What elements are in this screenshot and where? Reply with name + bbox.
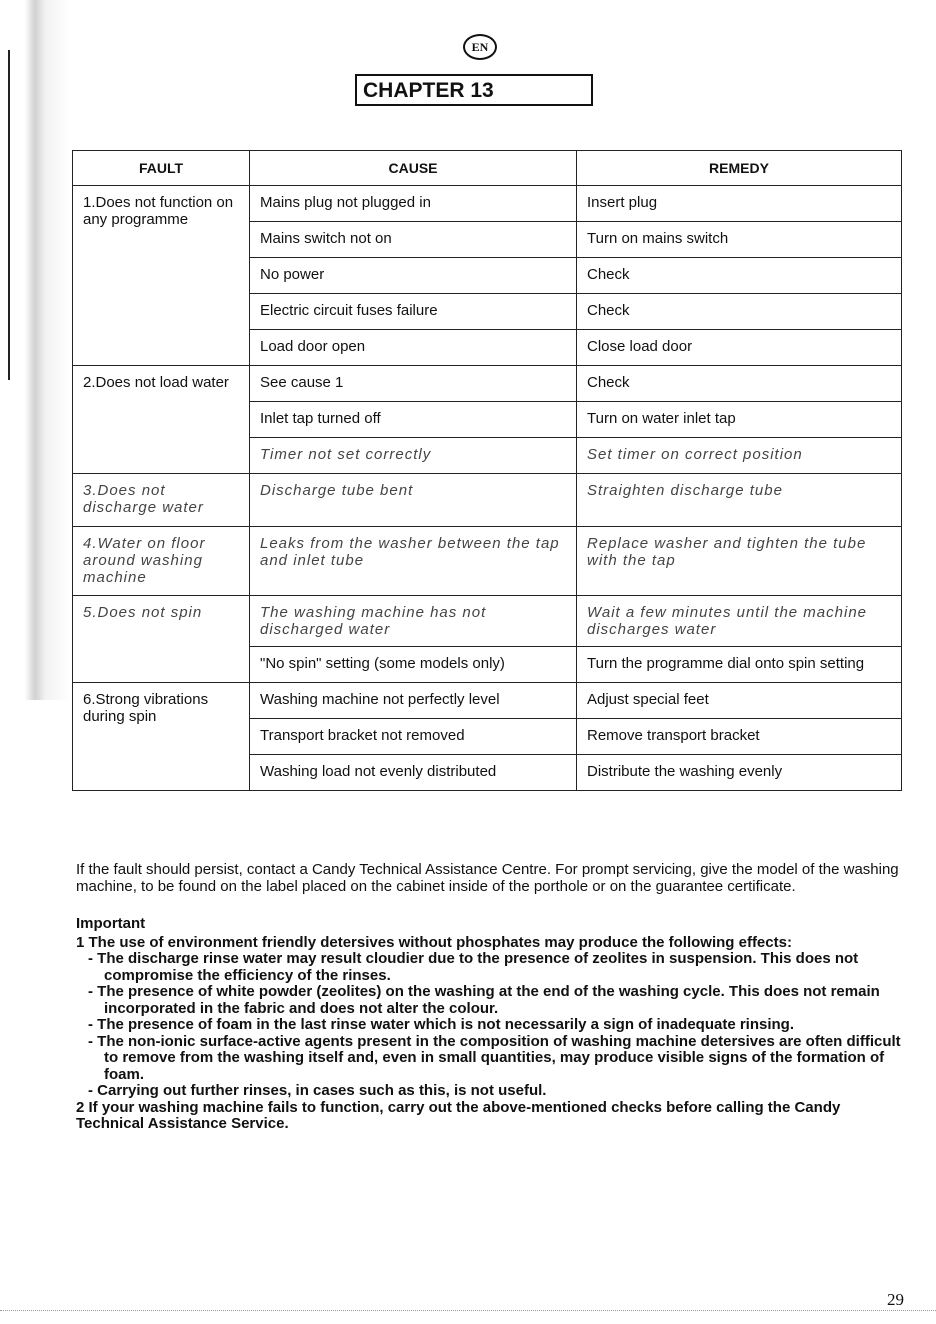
remedy-cell: Adjust special feet — [577, 683, 902, 719]
cause-cell: See cause 1 — [250, 366, 577, 402]
cause-cell: Load door open — [250, 330, 577, 366]
important-subpoint: - The presence of white powder (zeolites) on the washing at the end of the washing cycle. This does not remain incorporated in the fabric and does not alter the colour. — [88, 983, 880, 1017]
cause-cell: No power — [250, 258, 577, 294]
cause-cell: Mains plug not plugged in — [250, 186, 577, 222]
cause-cell: Timer not set correctly — [250, 438, 577, 474]
remedy-cell: Close load door — [577, 330, 902, 366]
fault-cell: 3.Does not discharge water — [73, 474, 250, 527]
remedy-cell: Check — [577, 258, 902, 294]
fault-cell: 2.Does not load water — [73, 366, 250, 474]
remedy-cell: Straighten discharge tube — [577, 474, 902, 527]
remedy-cell: Replace washer and tighten the tube with the tap — [577, 527, 902, 596]
remedy-column-header: REMEDY — [577, 151, 902, 186]
persistent-fault-paragraph: If the fault should persist, contact a Candy Technical Assistance Centre. For prompt servicing, give the model of the washing machine, to be found on the label placed on the cabinet inside of the porthole or on the guarantee certificate. — [76, 861, 899, 895]
cause-cell: "No spin" setting (some models only) — [250, 647, 577, 683]
important-subpoint: - The non-ionic surface-active agents present in the composition of washing machine detersives are often difficult to remove from the washing itself and, even in small quantities, may produce visible signs of the formation of foam. — [88, 1032, 901, 1083]
remedy-cell: Turn on water inlet tap — [577, 402, 902, 438]
fault-column-header: FAULT — [73, 151, 250, 186]
cause-cell: Washing machine not perfectly level — [250, 683, 577, 719]
remedy-cell: Check — [577, 366, 902, 402]
table-row — [73, 366, 902, 402]
language-badge: EN — [463, 34, 497, 60]
important-point-1: 1 The use of environment friendly detersives without phosphates may produce the following effects: — [76, 933, 792, 951]
remedy-cell: Insert plug — [577, 186, 902, 222]
table-row — [73, 186, 902, 222]
table-row — [73, 527, 902, 596]
cause-cell: Mains switch not on — [250, 222, 577, 258]
cause-cell: The washing machine has not discharged water — [250, 596, 577, 647]
cause-cell: Leaks from the washer between the tap and inlet tube — [250, 527, 577, 596]
chapter-title: CHAPTER 13 — [355, 74, 593, 106]
remedy-cell: Turn the programme dial onto spin setting — [577, 647, 902, 683]
table-row — [73, 474, 902, 527]
scan-shadow — [0, 0, 70, 700]
scan-binding-line — [8, 50, 10, 380]
remedy-cell: Check — [577, 294, 902, 330]
important-point-2: 2 If your washing machine fails to function, carry out the above-mentioned checks before calling the Candy Technical Assistance Service. — [76, 1098, 841, 1132]
remedy-cell: Remove transport bracket — [577, 719, 902, 755]
important-subpoint: - The presence of foam in the last rinse water which is not necessarily a sign of inadequate rinsing. — [88, 1016, 795, 1033]
table-row — [73, 683, 902, 719]
cause-cell: Inlet tap turned off — [250, 402, 577, 438]
page-bottom-rule — [0, 1310, 936, 1312]
remedy-cell: Set timer on correct position — [577, 438, 902, 474]
remedy-cell: Wait a few minutes until the machine discharges water — [577, 596, 902, 647]
table-header-row — [73, 151, 902, 186]
cause-cell: Transport bracket not removed — [250, 719, 577, 755]
cause-cell: Washing load not evenly distributed — [250, 755, 577, 791]
cause-cell: Electric circuit fuses failure — [250, 294, 577, 330]
fault-cell: 6.Strong vibrations during spin — [73, 683, 250, 791]
important-subpoint: - Carrying out further rinses, in cases such as this, is not useful. — [88, 1082, 547, 1099]
fault-cell: 1.Does not function on any programme — [73, 186, 250, 366]
cause-column-header: CAUSE — [250, 151, 577, 186]
troubleshooting-table — [72, 150, 902, 791]
page-number: 29 — [887, 1290, 904, 1309]
fault-cell: 4.Water on floor around washing machine — [73, 527, 250, 596]
important-title: Important — [76, 915, 146, 932]
remedy-cell: Turn on mains switch — [577, 222, 902, 258]
remedy-cell: Distribute the washing evenly — [577, 755, 902, 791]
important-subpoint: - The discharge rinse water may result cloudier due to the presence of zeolites in suspension. This does not compromise the efficiency of the rinses. — [88, 950, 859, 984]
cause-cell: Discharge tube bent — [250, 474, 577, 527]
important-notes — [76, 916, 908, 1133]
fault-cell: 5.Does not spin — [73, 596, 250, 683]
table-row — [73, 596, 902, 647]
